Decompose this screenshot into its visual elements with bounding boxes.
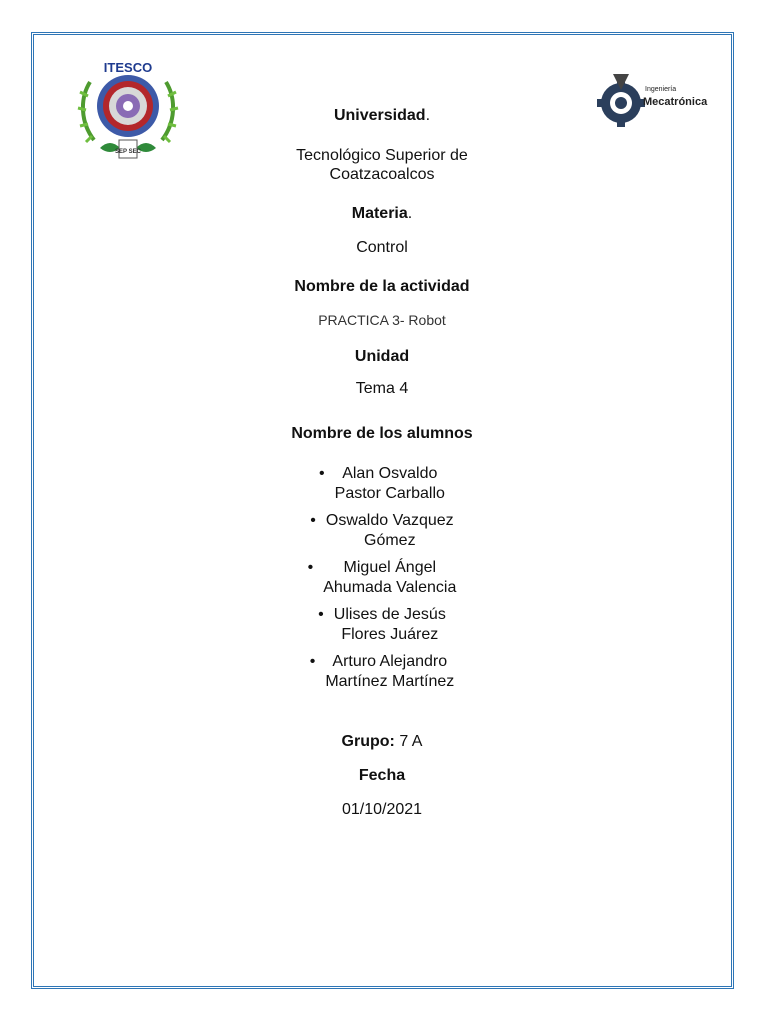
universidad-heading: Universidad. <box>333 107 431 124</box>
students-list <box>232 464 532 692</box>
bullet-icon: • <box>310 512 316 529</box>
student-item: • Miguel Ángel Ahumada Valencia <box>307 559 457 596</box>
alumnos-heading: Nombre de los alumnos <box>291 425 473 442</box>
bullet-icon: • <box>307 559 314 576</box>
laurel-left-icon <box>78 82 94 142</box>
universidad-value: Tecnológico Superior de Coatzacoalcos <box>296 147 468 183</box>
itesco-logo-text: ITESCO <box>103 60 153 75</box>
fecha-heading: Fecha <box>358 767 406 784</box>
bullet-icon: • <box>309 653 316 670</box>
student-item: • Arturo Alejandro Martínez Martínez <box>309 653 455 690</box>
grupo-line <box>232 732 532 752</box>
bullet-icon: • <box>319 465 325 482</box>
materia-value: Control <box>356 239 408 256</box>
student-item: • Oswaldo Vazquez Gómez <box>310 512 454 549</box>
materia-heading: Materia. <box>351 205 413 222</box>
sep-sec-text: SEP SEC <box>115 149 141 155</box>
student-item: • Ulises de Jesús Flores Juárez <box>318 606 446 643</box>
unidad-value: Tema 4 <box>355 380 409 397</box>
unidad-heading: Unidad <box>354 348 410 365</box>
bullet-icon: • <box>318 606 324 623</box>
cover-content <box>232 104 532 819</box>
grupo-label: Grupo: <box>341 733 395 750</box>
mecatronica-logo <box>596 70 708 132</box>
grupo-value: 7 A <box>399 733 423 750</box>
actividad-heading: Nombre de la actividad <box>294 278 470 295</box>
itesco-logo <box>76 56 180 166</box>
ingenieria-text: Ingeniería <box>645 86 677 93</box>
fecha-value: 01/10/2021 <box>341 801 423 818</box>
student-item: • Alan Osvaldo Pastor Carballo <box>319 465 445 502</box>
mecatronica-text: Mecatrónica <box>643 96 708 108</box>
actividad-value: PRACTICA 3- Robot <box>318 312 446 328</box>
laurel-right-icon <box>162 82 178 142</box>
